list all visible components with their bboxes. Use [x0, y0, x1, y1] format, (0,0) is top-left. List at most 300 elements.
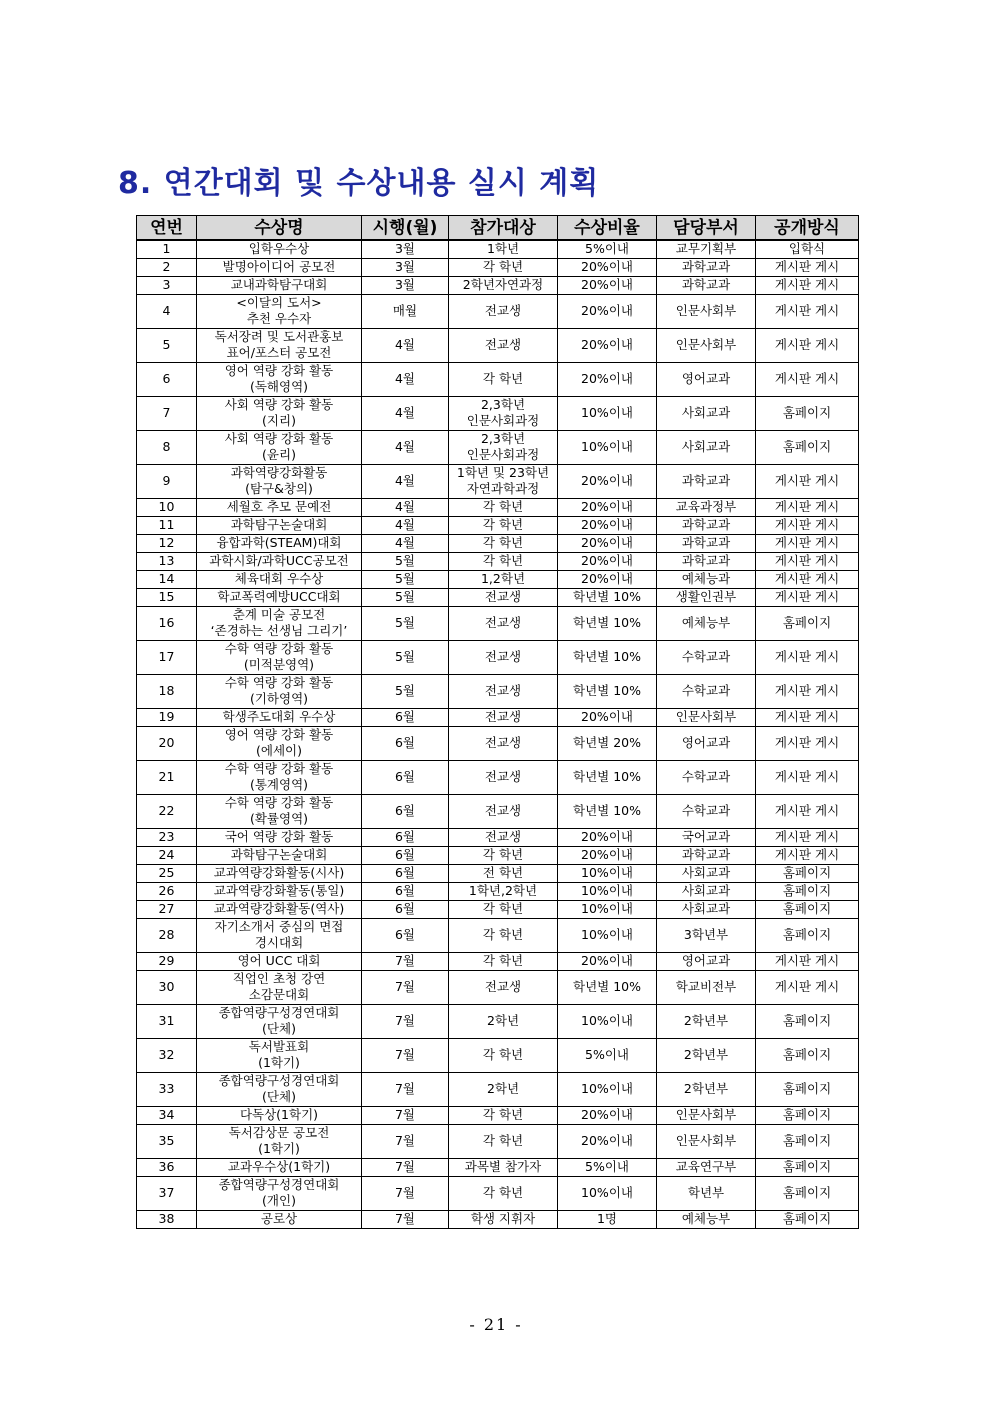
row-number-cell: 1 [137, 240, 197, 258]
award-name-cell: 학교폭력예방UCC대회 [197, 588, 362, 606]
table-row [137, 588, 859, 606]
month-cell: 6월 [362, 900, 449, 918]
row-number-cell: 37 [137, 1176, 197, 1210]
row-number-cell: 11 [137, 516, 197, 534]
publication-method-cell: 게시판 게시 [756, 726, 859, 760]
participants-cell: 전교생 [449, 640, 558, 674]
table-row [137, 552, 859, 570]
publication-method-cell: 홈페이지 [756, 900, 859, 918]
table-row [137, 430, 859, 464]
award-name-cell: 과학탐구논술대회 [197, 846, 362, 864]
section-title: 8. 연간대회 및 수상내용 실시 계획 [118, 166, 600, 201]
row-number-cell: 28 [137, 918, 197, 952]
award-ratio-cell: 20%이내 [558, 294, 657, 328]
participants-cell: 1학년 [449, 240, 558, 258]
table-row [137, 1176, 859, 1210]
table-row [137, 760, 859, 794]
award-name-cell: 자기소개서 중심의 면접 경시대회 [197, 918, 362, 952]
publication-method-cell: 홈페이지 [756, 1176, 859, 1210]
department-cell: 과학교과 [657, 276, 756, 294]
month-cell: 6월 [362, 794, 449, 828]
publication-method-cell: 게시판 게시 [756, 828, 859, 846]
table-row [137, 970, 859, 1004]
table-row [137, 240, 859, 258]
participants-cell: 각 학년 [449, 918, 558, 952]
award-ratio-cell: 10%이내 [558, 1004, 657, 1038]
award-name-cell: 수학 역량 강화 활동 (미적분영역) [197, 640, 362, 674]
row-number-cell: 10 [137, 498, 197, 516]
award-name-cell: 체육대회 우수상 [197, 570, 362, 588]
row-number-cell: 26 [137, 882, 197, 900]
publication-method-cell: 홈페이지 [756, 1210, 859, 1228]
table-row [137, 606, 859, 640]
column-header: 시행(월) [362, 216, 449, 241]
award-ratio-cell: 학년별 10% [558, 588, 657, 606]
award-ratio-cell: 20%이내 [558, 952, 657, 970]
department-cell: 영어교과 [657, 726, 756, 760]
column-header: 연번 [137, 216, 197, 241]
table-row [137, 534, 859, 552]
table-row [137, 498, 859, 516]
month-cell: 매월 [362, 294, 449, 328]
month-cell: 4월 [362, 516, 449, 534]
month-cell: 6월 [362, 918, 449, 952]
table-row [137, 640, 859, 674]
column-header: 참가대상 [449, 216, 558, 241]
participants-cell: 2,3학년 인문사회과정 [449, 430, 558, 464]
publication-method-cell: 홈페이지 [756, 1072, 859, 1106]
award-ratio-cell: 학년별 10% [558, 606, 657, 640]
department-cell: 인문사회부 [657, 294, 756, 328]
month-cell: 7월 [362, 970, 449, 1004]
publication-method-cell: 홈페이지 [756, 606, 859, 640]
month-cell: 4월 [362, 464, 449, 498]
award-name-cell: 발명아이디어 공모전 [197, 258, 362, 276]
month-cell: 4월 [362, 498, 449, 516]
row-number-cell: 14 [137, 570, 197, 588]
row-number-cell: 15 [137, 588, 197, 606]
department-cell: 인문사회부 [657, 328, 756, 362]
participants-cell: 각 학년 [449, 1038, 558, 1072]
table-row [137, 952, 859, 970]
awards-table [136, 215, 859, 1229]
award-name-cell: 융합과학(STEAM)대회 [197, 534, 362, 552]
month-cell: 6월 [362, 828, 449, 846]
department-cell: 수학교과 [657, 640, 756, 674]
table-row [137, 726, 859, 760]
table-row [137, 846, 859, 864]
award-name-cell: 세월호 추모 문예전 [197, 498, 362, 516]
participants-cell: 1학년,2학년 [449, 882, 558, 900]
row-number-cell: 16 [137, 606, 197, 640]
participants-cell: 전교생 [449, 328, 558, 362]
department-cell: 사회교과 [657, 396, 756, 430]
award-ratio-cell: 5%이내 [558, 1038, 657, 1072]
award-ratio-cell: 20%이내 [558, 846, 657, 864]
publication-method-cell: 홈페이지 [756, 1158, 859, 1176]
participants-cell: 전교생 [449, 674, 558, 708]
award-ratio-cell: 10%이내 [558, 900, 657, 918]
award-ratio-cell: 20%이내 [558, 708, 657, 726]
award-name-cell: 영어 역량 강화 활동 (독해영역) [197, 362, 362, 396]
month-cell: 6월 [362, 864, 449, 882]
award-ratio-cell: 학년별 10% [558, 970, 657, 1004]
month-cell: 5월 [362, 552, 449, 570]
publication-method-cell: 홈페이지 [756, 1038, 859, 1072]
award-ratio-cell: 20%이내 [558, 1106, 657, 1124]
participants-cell: 전교생 [449, 708, 558, 726]
table-row [137, 516, 859, 534]
row-number-cell: 2 [137, 258, 197, 276]
table-row [137, 464, 859, 498]
table-row [137, 918, 859, 952]
row-number-cell: 5 [137, 328, 197, 362]
participants-cell: 각 학년 [449, 534, 558, 552]
month-cell: 7월 [362, 952, 449, 970]
row-number-cell: 24 [137, 846, 197, 864]
award-name-cell: 직업인 초청 강연 소감문대회 [197, 970, 362, 1004]
department-cell: 사회교과 [657, 430, 756, 464]
award-ratio-cell: 20%이내 [558, 258, 657, 276]
award-name-cell: 수학 역량 강화 활동 (기하영역) [197, 674, 362, 708]
award-ratio-cell: 20%이내 [558, 276, 657, 294]
table-row [137, 882, 859, 900]
row-number-cell: 20 [137, 726, 197, 760]
award-name-cell: 사회 역량 강화 활동 (윤리) [197, 430, 362, 464]
participants-cell: 전교생 [449, 970, 558, 1004]
row-number-cell: 33 [137, 1072, 197, 1106]
row-number-cell: 34 [137, 1106, 197, 1124]
row-number-cell: 38 [137, 1210, 197, 1228]
award-ratio-cell: 20%이내 [558, 534, 657, 552]
table-row [137, 362, 859, 396]
participants-cell: 각 학년 [449, 952, 558, 970]
department-cell: 수학교과 [657, 674, 756, 708]
month-cell: 3월 [362, 258, 449, 276]
award-name-cell: 학생주도대회 우수상 [197, 708, 362, 726]
row-number-cell: 22 [137, 794, 197, 828]
department-cell: 인문사회부 [657, 708, 756, 726]
department-cell: 2학년부 [657, 1072, 756, 1106]
table-row [137, 674, 859, 708]
award-name-cell: 교과우수상(1학기) [197, 1158, 362, 1176]
department-cell: 학교비전부 [657, 970, 756, 1004]
row-number-cell: 29 [137, 952, 197, 970]
publication-method-cell: 게시판 게시 [756, 294, 859, 328]
publication-method-cell: 홈페이지 [756, 918, 859, 952]
department-cell: 영어교과 [657, 952, 756, 970]
participants-cell: 전 학년 [449, 864, 558, 882]
participants-cell: 각 학년 [449, 1106, 558, 1124]
row-number-cell: 32 [137, 1038, 197, 1072]
column-header: 수상명 [197, 216, 362, 241]
publication-method-cell: 게시판 게시 [756, 328, 859, 362]
table-row [137, 828, 859, 846]
award-ratio-cell: 10%이내 [558, 864, 657, 882]
month-cell: 5월 [362, 588, 449, 606]
award-ratio-cell: 5%이내 [558, 240, 657, 258]
row-number-cell: 19 [137, 708, 197, 726]
month-cell: 4월 [362, 534, 449, 552]
participants-cell: 전교생 [449, 294, 558, 328]
department-cell: 2학년부 [657, 1038, 756, 1072]
participants-cell: 각 학년 [449, 1176, 558, 1210]
month-cell: 5월 [362, 570, 449, 588]
department-cell: 사회교과 [657, 864, 756, 882]
publication-method-cell: 입학식 [756, 240, 859, 258]
row-number-cell: 3 [137, 276, 197, 294]
month-cell: 7월 [362, 1004, 449, 1038]
award-name-cell: 춘계 미술 공모전 ‘존경하는 선생님 그리기’ [197, 606, 362, 640]
table-row [137, 794, 859, 828]
participants-cell: 1학년 및 23학년 자연과학과정 [449, 464, 558, 498]
participants-cell: 2,3학년 인문사회과정 [449, 396, 558, 430]
award-ratio-cell: 20%이내 [558, 570, 657, 588]
month-cell: 7월 [362, 1158, 449, 1176]
department-cell: 영어교과 [657, 362, 756, 396]
award-ratio-cell: 학년별 10% [558, 674, 657, 708]
publication-method-cell: 홈페이지 [756, 1004, 859, 1038]
award-ratio-cell: 20%이내 [558, 552, 657, 570]
award-name-cell: 과학역량강화활동 (탐구&창의) [197, 464, 362, 498]
award-ratio-cell: 10%이내 [558, 1176, 657, 1210]
month-cell: 5월 [362, 640, 449, 674]
row-number-cell: 36 [137, 1158, 197, 1176]
publication-method-cell: 게시판 게시 [756, 794, 859, 828]
participants-cell: 학생 지휘자 [449, 1210, 558, 1228]
award-name-cell: 종합역량구성경연대회 (단체) [197, 1072, 362, 1106]
month-cell: 4월 [362, 328, 449, 362]
month-cell: 6월 [362, 882, 449, 900]
participants-cell: 2학년 [449, 1004, 558, 1038]
column-header: 공개방식 [756, 216, 859, 241]
department-cell: 교육과정부 [657, 498, 756, 516]
publication-method-cell: 게시판 게시 [756, 534, 859, 552]
participants-cell: 각 학년 [449, 516, 558, 534]
department-cell: 사회교과 [657, 882, 756, 900]
award-name-cell: <이달의 도서> 추천 우수자 [197, 294, 362, 328]
department-cell: 인문사회부 [657, 1106, 756, 1124]
department-cell: 과학교과 [657, 552, 756, 570]
award-ratio-cell: 10%이내 [558, 918, 657, 952]
table-row [137, 1072, 859, 1106]
publication-method-cell: 게시판 게시 [756, 498, 859, 516]
award-name-cell: 교과역량강화활동(통일) [197, 882, 362, 900]
month-cell: 5월 [362, 674, 449, 708]
participants-cell: 2학년자연과정 [449, 276, 558, 294]
publication-method-cell: 게시판 게시 [756, 258, 859, 276]
award-ratio-cell: 10%이내 [558, 882, 657, 900]
page-number: - 21 - [469, 1315, 523, 1334]
row-number-cell: 17 [137, 640, 197, 674]
month-cell: 4월 [362, 396, 449, 430]
publication-method-cell: 게시판 게시 [756, 276, 859, 294]
month-cell: 7월 [362, 1072, 449, 1106]
participants-cell: 각 학년 [449, 258, 558, 276]
row-number-cell: 31 [137, 1004, 197, 1038]
award-name-cell: 수학 역량 강화 활동 (통계영역) [197, 760, 362, 794]
award-name-cell: 교내과학탐구대회 [197, 276, 362, 294]
table-row [137, 900, 859, 918]
award-ratio-cell: 20%이내 [558, 498, 657, 516]
publication-method-cell: 게시판 게시 [756, 846, 859, 864]
department-cell: 교무기획부 [657, 240, 756, 258]
participants-cell: 각 학년 [449, 498, 558, 516]
award-name-cell: 영어 UCC 대회 [197, 952, 362, 970]
award-ratio-cell: 1명 [558, 1210, 657, 1228]
department-cell: 과학교과 [657, 464, 756, 498]
month-cell: 7월 [362, 1038, 449, 1072]
department-cell: 인문사회부 [657, 1124, 756, 1158]
award-ratio-cell: 학년별 20% [558, 726, 657, 760]
award-ratio-cell: 20%이내 [558, 828, 657, 846]
publication-method-cell: 게시판 게시 [756, 552, 859, 570]
table-row [137, 328, 859, 362]
award-name-cell: 사회 역량 강화 활동 (지리) [197, 396, 362, 430]
publication-method-cell: 게시판 게시 [756, 570, 859, 588]
department-cell: 3학년부 [657, 918, 756, 952]
publication-method-cell: 게시판 게시 [756, 760, 859, 794]
row-number-cell: 9 [137, 464, 197, 498]
department-cell: 교육연구부 [657, 1158, 756, 1176]
participants-cell: 각 학년 [449, 362, 558, 396]
row-number-cell: 21 [137, 760, 197, 794]
participants-cell: 전교생 [449, 606, 558, 640]
table-row [137, 1210, 859, 1228]
award-name-cell: 교과역량강화활동(역사) [197, 900, 362, 918]
award-name-cell: 독서발표회 (1학기) [197, 1038, 362, 1072]
department-cell: 학년부 [657, 1176, 756, 1210]
table-body [137, 240, 859, 1228]
table-row [137, 396, 859, 430]
table-row [137, 1158, 859, 1176]
publication-method-cell: 게시판 게시 [756, 970, 859, 1004]
award-name-cell: 독서장려 및 도서관홍보 표어/포스터 공모전 [197, 328, 362, 362]
month-cell: 7월 [362, 1176, 449, 1210]
month-cell: 4월 [362, 430, 449, 464]
row-number-cell: 6 [137, 362, 197, 396]
award-ratio-cell: 학년별 10% [558, 640, 657, 674]
participants-cell: 각 학년 [449, 1124, 558, 1158]
participants-cell: 전교생 [449, 794, 558, 828]
department-cell: 과학교과 [657, 846, 756, 864]
month-cell: 6월 [362, 726, 449, 760]
publication-method-cell: 홈페이지 [756, 1106, 859, 1124]
publication-method-cell: 게시판 게시 [756, 952, 859, 970]
row-number-cell: 7 [137, 396, 197, 430]
publication-method-cell: 게시판 게시 [756, 674, 859, 708]
publication-method-cell: 게시판 게시 [756, 464, 859, 498]
award-ratio-cell: 10%이내 [558, 430, 657, 464]
award-name-cell: 공로상 [197, 1210, 362, 1228]
award-name-cell: 과학탐구논술대회 [197, 516, 362, 534]
month-cell: 6월 [362, 760, 449, 794]
award-ratio-cell: 20%이내 [558, 328, 657, 362]
table-header-row [137, 216, 859, 241]
participants-cell: 과목별 참가자 [449, 1158, 558, 1176]
publication-method-cell: 게시판 게시 [756, 708, 859, 726]
publication-method-cell: 홈페이지 [756, 864, 859, 882]
award-name-cell: 종합역량구성경연대회 (개인) [197, 1176, 362, 1210]
department-cell: 예체능과 [657, 570, 756, 588]
month-cell: 6월 [362, 846, 449, 864]
table-row [137, 1106, 859, 1124]
participants-cell: 1,2학년 [449, 570, 558, 588]
row-number-cell: 12 [137, 534, 197, 552]
publication-method-cell: 게시판 게시 [756, 516, 859, 534]
month-cell: 5월 [362, 606, 449, 640]
department-cell: 수학교과 [657, 760, 756, 794]
table-row [137, 1124, 859, 1158]
participants-cell: 전교생 [449, 760, 558, 794]
table-row [137, 294, 859, 328]
award-ratio-cell: 5%이내 [558, 1158, 657, 1176]
row-number-cell: 35 [137, 1124, 197, 1158]
publication-method-cell: 홈페이지 [756, 882, 859, 900]
table-row [137, 570, 859, 588]
award-ratio-cell: 20%이내 [558, 1124, 657, 1158]
award-name-cell: 독서감상문 공모전 (1학기) [197, 1124, 362, 1158]
participants-cell: 각 학년 [449, 846, 558, 864]
department-cell: 사회교과 [657, 900, 756, 918]
department-cell: 예체능부 [657, 606, 756, 640]
month-cell: 6월 [362, 708, 449, 726]
participants-cell: 각 학년 [449, 552, 558, 570]
publication-method-cell: 게시판 게시 [756, 362, 859, 396]
award-ratio-cell: 10%이내 [558, 396, 657, 430]
month-cell: 3월 [362, 240, 449, 258]
month-cell: 7월 [362, 1210, 449, 1228]
participants-cell: 전교생 [449, 726, 558, 760]
department-cell: 예체능부 [657, 1210, 756, 1228]
publication-method-cell: 게시판 게시 [756, 640, 859, 674]
publication-method-cell: 게시판 게시 [756, 588, 859, 606]
department-cell: 국어교과 [657, 828, 756, 846]
award-ratio-cell: 학년별 10% [558, 794, 657, 828]
row-number-cell: 8 [137, 430, 197, 464]
table-row [137, 258, 859, 276]
publication-method-cell: 홈페이지 [756, 1124, 859, 1158]
table-row [137, 1038, 859, 1072]
row-number-cell: 13 [137, 552, 197, 570]
award-ratio-cell: 학년별 10% [558, 760, 657, 794]
column-header: 수상비율 [558, 216, 657, 241]
month-cell: 3월 [362, 276, 449, 294]
department-cell: 수학교과 [657, 794, 756, 828]
table-row [137, 1004, 859, 1038]
participants-cell: 2학년 [449, 1072, 558, 1106]
row-number-cell: 18 [137, 674, 197, 708]
department-cell: 과학교과 [657, 534, 756, 552]
award-ratio-cell: 10%이내 [558, 1072, 657, 1106]
award-name-cell: 입학우수상 [197, 240, 362, 258]
month-cell: 4월 [362, 362, 449, 396]
award-name-cell: 수학 역량 강화 활동 (확률영역) [197, 794, 362, 828]
publication-method-cell: 홈페이지 [756, 396, 859, 430]
publication-method-cell: 홈페이지 [756, 430, 859, 464]
award-name-cell: 국어 역량 강화 활동 [197, 828, 362, 846]
department-cell: 생활인권부 [657, 588, 756, 606]
table-row [137, 276, 859, 294]
award-name-cell: 과학시화/과학UCC공모전 [197, 552, 362, 570]
award-ratio-cell: 20%이내 [558, 362, 657, 396]
row-number-cell: 23 [137, 828, 197, 846]
row-number-cell: 25 [137, 864, 197, 882]
award-name-cell: 영어 역량 강화 활동 (에세이) [197, 726, 362, 760]
award-ratio-cell: 20%이내 [558, 516, 657, 534]
row-number-cell: 4 [137, 294, 197, 328]
table-row [137, 708, 859, 726]
